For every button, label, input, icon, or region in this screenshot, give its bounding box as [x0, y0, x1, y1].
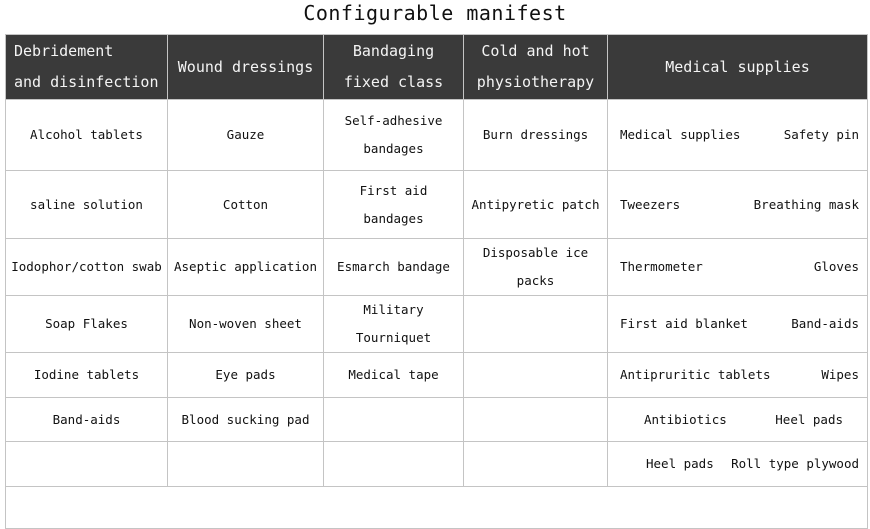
- table-cell: [608, 171, 868, 239]
- table-cell: Medical tape: [324, 353, 464, 398]
- table-cell: Soap Flakes: [6, 296, 168, 353]
- table-cell: Esmarch bandage: [324, 239, 464, 296]
- column-header-debridement: Debridement and disinfection: [6, 35, 168, 100]
- table-cell: [608, 398, 868, 442]
- table-cell: Burn dressings: [464, 100, 608, 171]
- column-header-medical-supplies: Medical supplies: [608, 35, 868, 100]
- table-cell: First aid bandages: [324, 171, 464, 239]
- table-cell: [464, 442, 608, 487]
- manifest-table: [5, 34, 868, 529]
- table-cell: [168, 442, 324, 487]
- table-cell: [6, 487, 868, 529]
- header-row: [6, 35, 868, 100]
- column-header-bandaging: Bandaging fixed class: [324, 35, 464, 100]
- table-cell: Disposable ice packs: [464, 239, 608, 296]
- table-cell: Iodine tablets: [6, 353, 168, 398]
- table-cell: [608, 442, 868, 487]
- table-cell: [464, 296, 608, 353]
- cell-item: Medical supplies: [620, 127, 741, 142]
- table-cell: [324, 398, 464, 442]
- table-row: [6, 442, 868, 487]
- table-cell: [464, 353, 608, 398]
- cell-item: Wipes: [821, 367, 859, 382]
- table-row: [6, 100, 868, 171]
- table-cell: [6, 442, 168, 487]
- table-cell: [464, 398, 608, 442]
- table-cell: Alcohol tablets: [6, 100, 168, 171]
- cell-item: Gloves: [813, 259, 859, 274]
- table-cell: Iodophor/cotton swab: [6, 239, 168, 296]
- cell-item: Safety pin: [783, 127, 859, 142]
- table-cell: Military Tourniquet: [324, 296, 464, 353]
- table-row: [6, 171, 868, 239]
- table-cell: Blood sucking pad: [168, 398, 324, 442]
- table-cell: [608, 296, 868, 353]
- table-cell: [608, 239, 868, 296]
- table-cell: Antipyretic patch: [464, 171, 608, 239]
- table-cell: Band-aids: [6, 398, 168, 442]
- cell-item: Heel pads: [646, 456, 714, 471]
- table-row-empty: [6, 487, 868, 529]
- table-cell: Cotton: [168, 171, 324, 239]
- table-row: [6, 353, 868, 398]
- table-cell: Gauze: [168, 100, 324, 171]
- cell-item: Thermometer: [620, 259, 703, 274]
- table-cell: Eye pads: [168, 353, 324, 398]
- table-cell: [608, 100, 868, 171]
- cell-item: Antibiotics: [644, 411, 727, 427]
- cell-item: Roll type plywood: [731, 456, 859, 471]
- cell-item: Band-aids: [791, 316, 859, 331]
- cell-item: Antipruritic tablets: [620, 367, 771, 382]
- table-cell: [324, 442, 464, 487]
- table-cell: Self-adhesive bandages: [324, 100, 464, 171]
- table-cell: Non-woven sheet: [168, 296, 324, 353]
- cell-item: Tweezers: [620, 196, 681, 212]
- table-cell: saline solution: [6, 171, 168, 239]
- table-row: [6, 398, 868, 442]
- column-header-wound-dressings: Wound dressings: [168, 35, 324, 100]
- column-header-physiotherapy: Cold and hot physiotherapy: [464, 35, 608, 100]
- table-cell: [608, 353, 868, 398]
- cell-item: Breathing mask: [753, 196, 859, 212]
- table-row: [6, 239, 868, 296]
- cell-item: First aid blanket: [620, 316, 748, 331]
- page-title: Configurable manifest: [303, 1, 567, 25]
- table-row: [6, 296, 868, 353]
- cell-item: Heel pads: [775, 411, 843, 427]
- table-cell: Aseptic application: [168, 239, 324, 296]
